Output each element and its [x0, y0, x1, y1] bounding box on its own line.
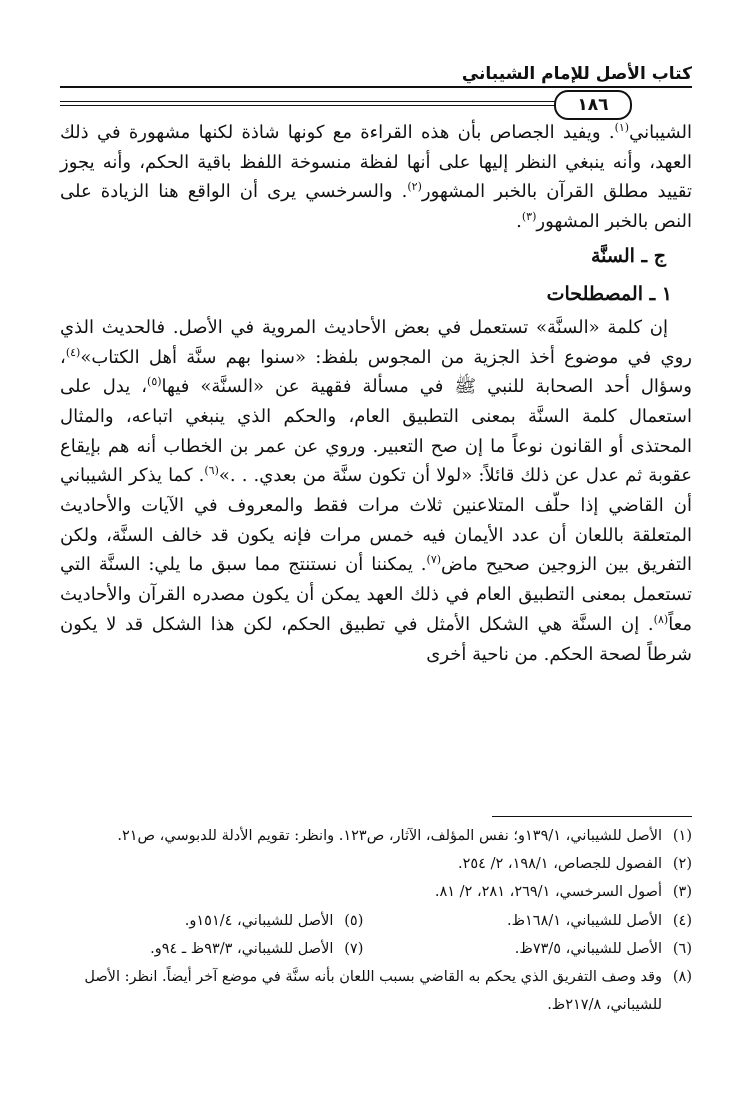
footnote-7: (٧) الأصل للشيباني، ٩٣/٣ظ ـ ٩٤و.: [150, 940, 364, 957]
footnote-ref-7[interactable]: (٧): [426, 553, 442, 567]
running-title: كتاب الأصل للإمام الشيباني: [461, 64, 692, 84]
footnote-5: (٥) الأصل للشيباني، ١٥١/٤و.: [184, 912, 364, 929]
paragraph-2: إن كلمة «السنَّة» تستعمل في بعض الأحاديث المروية في الأصل. فالحديث الذي روي في موضوع أخذ الجزية من المجوس بلفظ: «سنوا بهم سنَّة أهل الكتاب»$^{(٤)}$، وسؤال أحد الصحابة للنبي ﷺ في مسألة فقهية عن «السنَّة» فيها$^{(٥)}$، يدل على استعمال كلمة السنَّة بمعنى التطبيق العام، والحكم الذي ينبغي اتباعه، والمثال المحتذى أو القانون نوعاً ما إن صح التعبير. وروي عن عمر بن الخطاب أنه هم بإيقاع عقوبة ثم عدل عن ذلك قائلاً: «لولا أن تكون سنَّة من بعدي. . .»$^{(٦)}$. كما يذكر الشيباني أن القاضي إذا حلّف المتلاعنين ثلاث مرات فقط والمعروف في الآيات والأحاديث المتعلقة باللعان أن عدد الأيمان فيه خمس مرات فإنه يكون قد خالف السنَّة، ولكن التفريق بين الزوجين صحيح ماض$^{(٧)}$. يمكننا أن نستنتج مما سبق ما يلي: السنَّة التي تستعمل بمعنى التطبيق العام في ذلك العهد يمكن أن يكون مصدره القرآن والأحاديث معاً$^{(٨)}$. إن السنَّة هي الشكل الأمثل في تطبيق الحكم، لكن هذا الشكل قد لا يكون شرطاً لصحة الحكم. من ناحية أخرى: [60, 316, 693, 665]
subsection-heading-terms: ١ ـ المصطلحات: [546, 282, 672, 305]
section-heading-sunna: ج ـ السنَّة: [591, 244, 666, 267]
footnote-ref-8[interactable]: (٨): [653, 612, 669, 626]
footnote-row-6-7: [60, 935, 692, 963]
footnote-ref-5[interactable]: (٥): [147, 375, 162, 389]
footnote-ref-1[interactable]: (١): [614, 121, 630, 134]
footnote-ref-3[interactable]: (٣): [521, 210, 537, 224]
footnote-separator: [492, 816, 692, 817]
footnote-ref-4[interactable]: (٤): [65, 345, 81, 359]
footnote-ref-6[interactable]: (٦): [204, 464, 219, 478]
footnote-ref-2[interactable]: (٢): [407, 180, 422, 194]
footnote-8: (٨) وقد وصف التفريق الذي يحكم به القاضي بسبب اللعان بأنه سنَّة في موضع آخر أيضاً. انظر: الأصل للشيباني، ٢١٧/٨ظ.: [84, 969, 692, 1014]
footnote-1: (١) الأصل للشيباني، ١٣٩/١و؛ نفس المؤلف، الآثار، ص١٢٣. وانظر: تقويم الأدلة للدبوسي، ص٢١.: [117, 828, 692, 844]
header-double-rule-upper: [60, 101, 560, 102]
header-rule: [60, 86, 692, 88]
page-number: ١٨٦: [554, 90, 632, 120]
footnote-3: (٣) أصول السرخسي، ٢٦٩/١، ٢٨١، ٢/ ٨١.: [434, 884, 692, 901]
paragraph-1: الشيباني$^{(١)}$. ويفيد الجصاص بأن هذه القراءة مع كونها شاذة لكنها مشهورة في ذلك العهد، وأنه ينبغي النظر إليها على أنها لفظة منسوخة اللفظ باقية الحكم، وأنه يجوز تقييد مطلق القرآن بالخبر المشهور$^{(٢)}$. والسرخسي يرى أن الواقع هنا الزيادة على النص بالخبر المشهور$^{(٣)}$.: [60, 121, 692, 233]
main-text: [60, 118, 692, 669]
header-double-rule-lower: [60, 105, 560, 106]
footnote-2: (٢) الفصول للجصاص، ١٩٨/١، ٢/ ٢٥٤.: [457, 856, 692, 873]
footnote-4: (٤) الأصل للشيباني، ١٦٨/١ظ.: [506, 912, 692, 929]
footnote-6: (٦) الأصل للشيباني، ٧٣/٥ظ.: [514, 940, 692, 957]
footnotes: [60, 822, 692, 1019]
footnote-row-4-5: [60, 907, 692, 935]
